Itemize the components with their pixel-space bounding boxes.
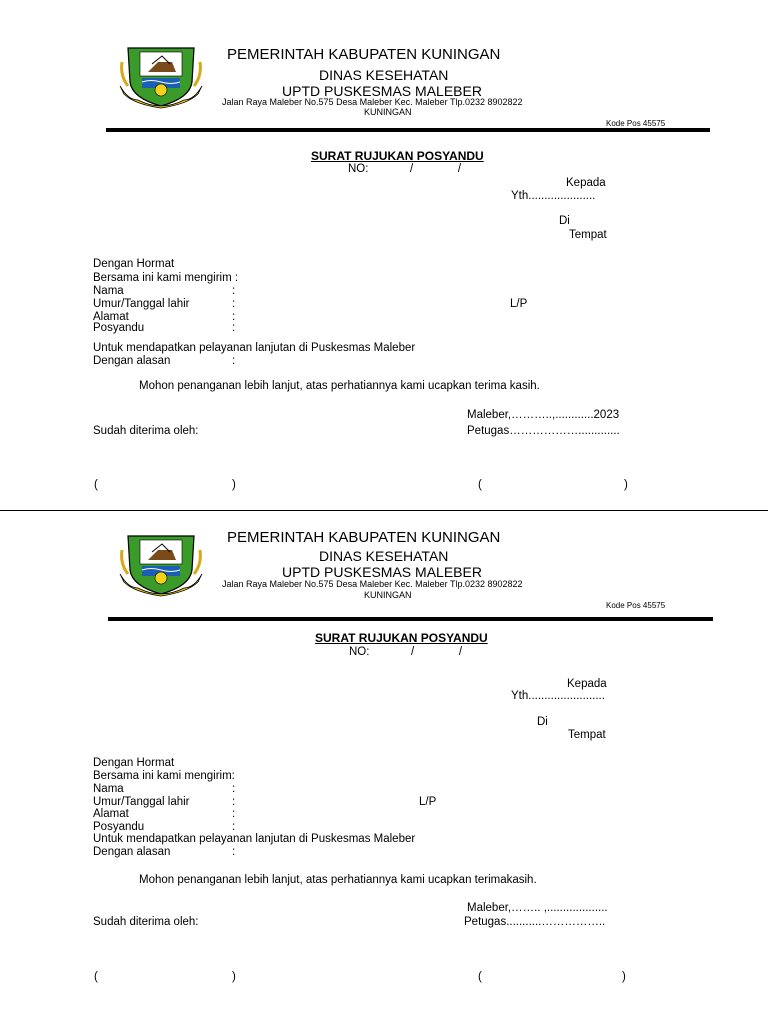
regency-emblem-icon: [118, 530, 204, 600]
field-label-age: Umur/Tanggal lahir: [93, 298, 190, 310]
field-label-posyandu: Posyandu: [93, 821, 145, 833]
field-gender: L/P: [510, 298, 528, 310]
intro: Bersama ini kami mengirim:: [93, 770, 235, 782]
signature-left-close: ): [232, 971, 236, 983]
header-address: Jalan Raya Maleber No.575 Desa Maleber Kec. Maleber Tlp.0232 8902822: [222, 97, 523, 107]
recipient-tempat: Tempat: [569, 229, 607, 241]
header-postal-code: Kode Pos 45575: [606, 119, 666, 128]
header-government: PEMERINTAH KABUPATEN KUNINGAN: [227, 46, 501, 63]
header-postal-code: Kode Pos 45575: [606, 601, 666, 610]
intro: Bersama ini kami mengirim :: [93, 272, 239, 284]
field-label-age: Umur/Tanggal lahir: [93, 796, 190, 808]
header-department: DINAS KESEHATAN: [319, 67, 449, 83]
letter-title: SURAT RUJUKAN POSYANDU: [311, 149, 484, 163]
letter-number: NO: / /: [348, 163, 462, 175]
header-divider: [106, 128, 710, 132]
field-label-address: Alamat: [93, 311, 129, 323]
header-address: Jalan Raya Maleber No.575 Desa Maleber Kec. Maleber Tlp.0232 8902822: [222, 579, 523, 589]
reason-colon: :: [232, 355, 236, 367]
place-date: Maleber,…….. ,...................: [467, 902, 608, 914]
field-colon-age: :: [232, 796, 236, 808]
officer: Petugas……………….............: [467, 425, 620, 437]
field-gender: L/P: [419, 796, 437, 808]
signature-right-open: (: [478, 479, 482, 491]
purpose-text: Untuk mendapatkan pelayanan lanjutan di Puskesmas Maleber: [93, 833, 416, 845]
header-divider: [108, 617, 713, 621]
reason-label: Dengan alasan: [93, 355, 171, 367]
place-date: Maleber,………..,............2023: [467, 409, 620, 421]
header-puskesmas: UPTD PUSKESMAS MALEBER: [282, 83, 482, 99]
field-colon-address: :: [232, 311, 236, 323]
received-by: Sudah diterima oleh:: [93, 425, 199, 437]
signature-left-close: ): [232, 479, 236, 491]
field-label-name: Nama: [93, 285, 124, 297]
recipient-kepada: Kepada: [567, 678, 607, 690]
recipient-di: Di: [559, 215, 570, 227]
greeting: Dengan Hormat: [93, 258, 175, 270]
field-colon-posyandu: :: [232, 821, 236, 833]
signature-left-open: (: [94, 971, 98, 983]
letter-number: NO: / /: [349, 646, 463, 658]
field-colon-posyandu: :: [232, 322, 236, 334]
field-label-name: Nama: [93, 783, 124, 795]
reason-colon: :: [232, 846, 236, 858]
closing-text: Mohon penanganan lebih lanjut, atas perhatiannya kami ucapkan terima kasih.: [139, 380, 540, 392]
recipient-yth: Yth........................: [511, 690, 605, 702]
header-city: KUNINGAN: [364, 590, 412, 600]
letter-title: SURAT RUJUKAN POSYANDU: [315, 631, 488, 645]
signature-right-close: ): [622, 971, 626, 983]
field-label-address: Alamat: [93, 808, 129, 820]
field-label-posyandu: Posyandu: [93, 322, 145, 334]
header-department: DINAS KESEHATAN: [319, 548, 449, 564]
header-puskesmas: UPTD PUSKESMAS MALEBER: [282, 564, 482, 580]
recipient-tempat: Tempat: [568, 729, 606, 741]
greeting: Dengan Hormat: [93, 757, 175, 769]
field-colon-address: :: [232, 808, 236, 820]
closing-text: Mohon penanganan lebih lanjut, atas perhatiannya kami ucapkan terimakasih.: [139, 874, 537, 886]
officer: Petugas...........……………..: [464, 916, 606, 928]
regency-emblem-icon: [118, 42, 204, 112]
cut-line: [0, 510, 768, 511]
recipient-di: Di: [537, 716, 548, 728]
field-colon-name: :: [232, 783, 236, 795]
header-city: KUNINGAN: [364, 107, 412, 117]
signature-right-open: (: [478, 971, 482, 983]
signature-right-close: ): [624, 479, 628, 491]
recipient-kepada: Kepada: [566, 177, 606, 189]
received-by: Sudah diterima oleh:: [93, 916, 199, 928]
recipient-yth: Yth.....................: [511, 190, 596, 202]
purpose-text: Untuk mendapatkan pelayanan lanjutan di Puskesmas Maleber: [93, 342, 416, 354]
field-colon-name: :: [232, 285, 236, 297]
reason-label: Dengan alasan: [93, 846, 171, 858]
header-government: PEMERINTAH KABUPATEN KUNINGAN: [227, 529, 501, 546]
field-colon-age: :: [232, 298, 236, 310]
signature-left-open: (: [94, 479, 98, 491]
